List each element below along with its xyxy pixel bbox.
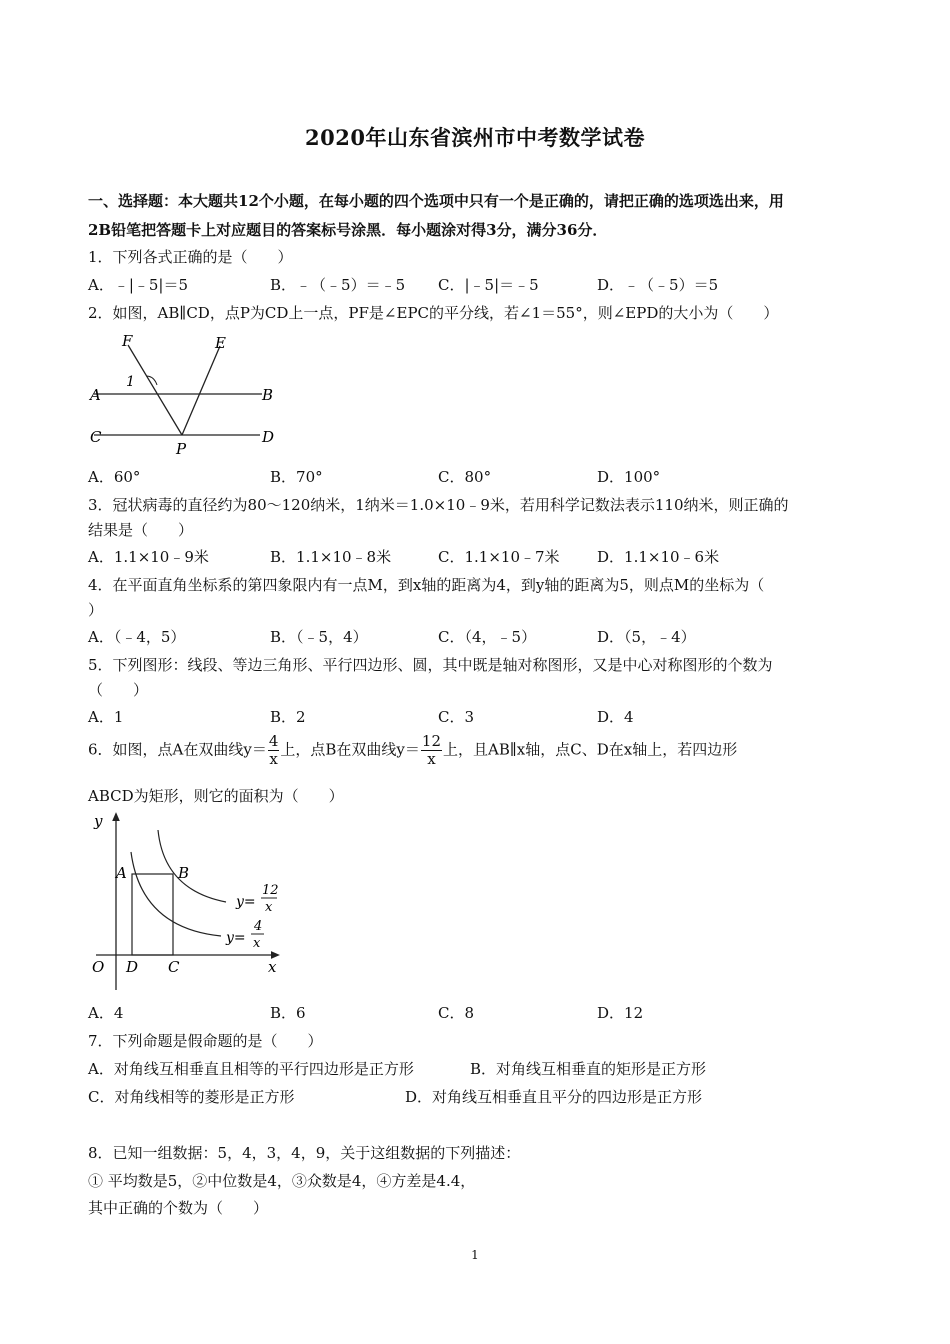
- q8-statements: ① 平均数是5，②中位数是4，③众数是4，④方差是4.4，: [88, 1172, 476, 1190]
- q3-option-c: C．1.1×10﹣7米: [438, 548, 560, 566]
- label-curve2-y: y=: [226, 930, 246, 946]
- q4-option-b: B．（﹣5，4）: [270, 628, 368, 646]
- q4-stem-line1: 4．在平面直角坐标系的第四象限内有一点M，到x轴的距离为4，到y轴的距离为5，则点M的坐标为（: [88, 576, 765, 594]
- q7-option-b: B．对角线互相垂直的矩形是正方形: [470, 1060, 707, 1078]
- q2-figure: [86, 330, 286, 458]
- q5-stem-line2: （ ）: [88, 681, 149, 699]
- q2-option-a: A．60°: [88, 468, 141, 486]
- page-title: 2020年山东省滨州市中考数学试卷: [305, 125, 645, 150]
- label-a: A: [90, 386, 101, 404]
- q1-option-d: D．﹣（﹣5）＝5: [597, 276, 719, 294]
- q3-option-a: A．1.1×10﹣9米: [88, 548, 209, 566]
- label-e: E: [215, 334, 226, 352]
- q6-option-a: A．4: [88, 1004, 124, 1022]
- q6-fraction-12-over-x: $\frac{12}{x}$: [421, 732, 441, 768]
- label-c: C: [90, 428, 102, 446]
- q2-option-d: D．100°: [597, 468, 661, 486]
- q6-figure: [86, 810, 286, 995]
- q6-text-part3: 上，且AB∥x轴，点C、D在x轴上，若四边形: [443, 740, 738, 759]
- label-d: D: [126, 958, 139, 976]
- label-y: y: [94, 812, 103, 830]
- section-heading-line1: 一、选择题：本大题共12个小题，在每小题的四个选项中只有一个是正确的，请把正确的选项选出来，用: [88, 192, 784, 210]
- q6-option-b: B．6: [270, 1004, 306, 1022]
- q4-option-c: C．（4，﹣5）: [438, 628, 537, 646]
- line-pf: [128, 345, 182, 435]
- q2-option-c: C．80°: [438, 468, 492, 486]
- q7-option-d: D．对角线互相垂直且平分的四边形是正方形: [405, 1088, 703, 1106]
- q6-text-part1: 6．如图，点A在双曲线y＝: [88, 740, 267, 759]
- q7-stem: 7．下列命题是假命题的是（ ）: [88, 1032, 323, 1050]
- q5-option-d: D．4: [597, 708, 634, 726]
- q3-stem-line2: 结果是（ ）: [88, 521, 194, 539]
- q4-option-d: D．（5，﹣4）: [597, 628, 696, 646]
- q1-option-b: B．﹣（﹣5）＝﹣5: [270, 276, 406, 294]
- label-curve1-num: 12: [262, 883, 279, 898]
- q1-option-a: A．﹣|﹣5|＝5: [88, 276, 189, 294]
- q2-option-b: B．70°: [270, 468, 323, 486]
- q6-fraction-4-over-x: $\frac{4}{x}$: [268, 732, 279, 768]
- q6-stem-line2: ABCD为矩形，则它的面积为（ ）: [88, 787, 344, 805]
- label-p: P: [176, 440, 187, 458]
- label-curve2-num: 4: [254, 919, 263, 934]
- q5-option-a: A．1: [88, 708, 124, 726]
- q6-stem-line1: [88, 734, 737, 767]
- label-curve1-y: y=: [236, 894, 256, 910]
- label-curve2-den: x: [253, 936, 261, 951]
- page-number: 1: [471, 1248, 479, 1262]
- section-heading-line2: 2B铅笔把答题卡上对应题目的答案标号涂黑．每小题涂对得3分，满分36分．: [88, 221, 608, 239]
- q5-option-b: B．2: [270, 708, 306, 726]
- q1-option-c: C．|﹣5|＝﹣5: [438, 276, 539, 294]
- q7-option-a: A．对角线互相垂直且相等的平行四边形是正方形: [88, 1060, 414, 1078]
- q1-stem: 1．下列各式正确的是（ ）: [88, 248, 293, 266]
- q6-option-d: D．12: [597, 1004, 644, 1022]
- label-o: O: [92, 958, 105, 976]
- q5-stem-line1: 5．下列图形：线段、等边三角形、平行四边形、圆，其中既是轴对称图形，又是中心对称图形的个数为: [88, 656, 773, 674]
- q7-option-c: C．对角线相等的菱形是正方形: [88, 1088, 295, 1106]
- label-d: D: [262, 428, 275, 446]
- q4-stem-line2: ）: [88, 601, 104, 619]
- label-b: B: [178, 864, 190, 882]
- q4-option-a: A．（﹣4，5）: [88, 628, 186, 646]
- label-c: C: [168, 958, 180, 976]
- q3-option-b: B．1.1×10﹣8米: [270, 548, 392, 566]
- label-x: x: [268, 958, 277, 976]
- q8-question: 其中正确的个数为（ ）: [88, 1199, 269, 1217]
- q6-text-part2: 上，点B在双曲线y＝: [280, 740, 420, 759]
- label-a: A: [116, 864, 127, 882]
- q3-option-d: D．1.1×10﹣6米: [597, 548, 720, 566]
- label-b: B: [262, 386, 274, 404]
- line-pe: [182, 346, 220, 435]
- q3-stem-line1: 3．冠状病毒的直径约为80～120纳米，1纳米＝1.0×10﹣9米，若用科学记数法表示110纳米，则正确的: [88, 496, 789, 514]
- q8-stem: 8．已知一组数据：5，4，3，4，9，关于这组数据的下列描述：: [88, 1144, 521, 1162]
- label-f: F: [122, 332, 133, 350]
- rectangle-abcd: [132, 874, 173, 955]
- curve-y-4-over-x: [131, 852, 221, 936]
- q5-option-c: C．3: [438, 708, 475, 726]
- q6-option-c: C．8: [438, 1004, 475, 1022]
- label-curve1-den: x: [265, 900, 273, 915]
- curve-y-12-over-x: [158, 830, 226, 902]
- label-angle-1: 1: [126, 374, 135, 390]
- q2-stem: 2．如图，AB∥CD，点P为CD上一点，PF是∠EPC的平分线，若∠1＝55°，则∠EPD的大小为（ ）: [88, 304, 779, 322]
